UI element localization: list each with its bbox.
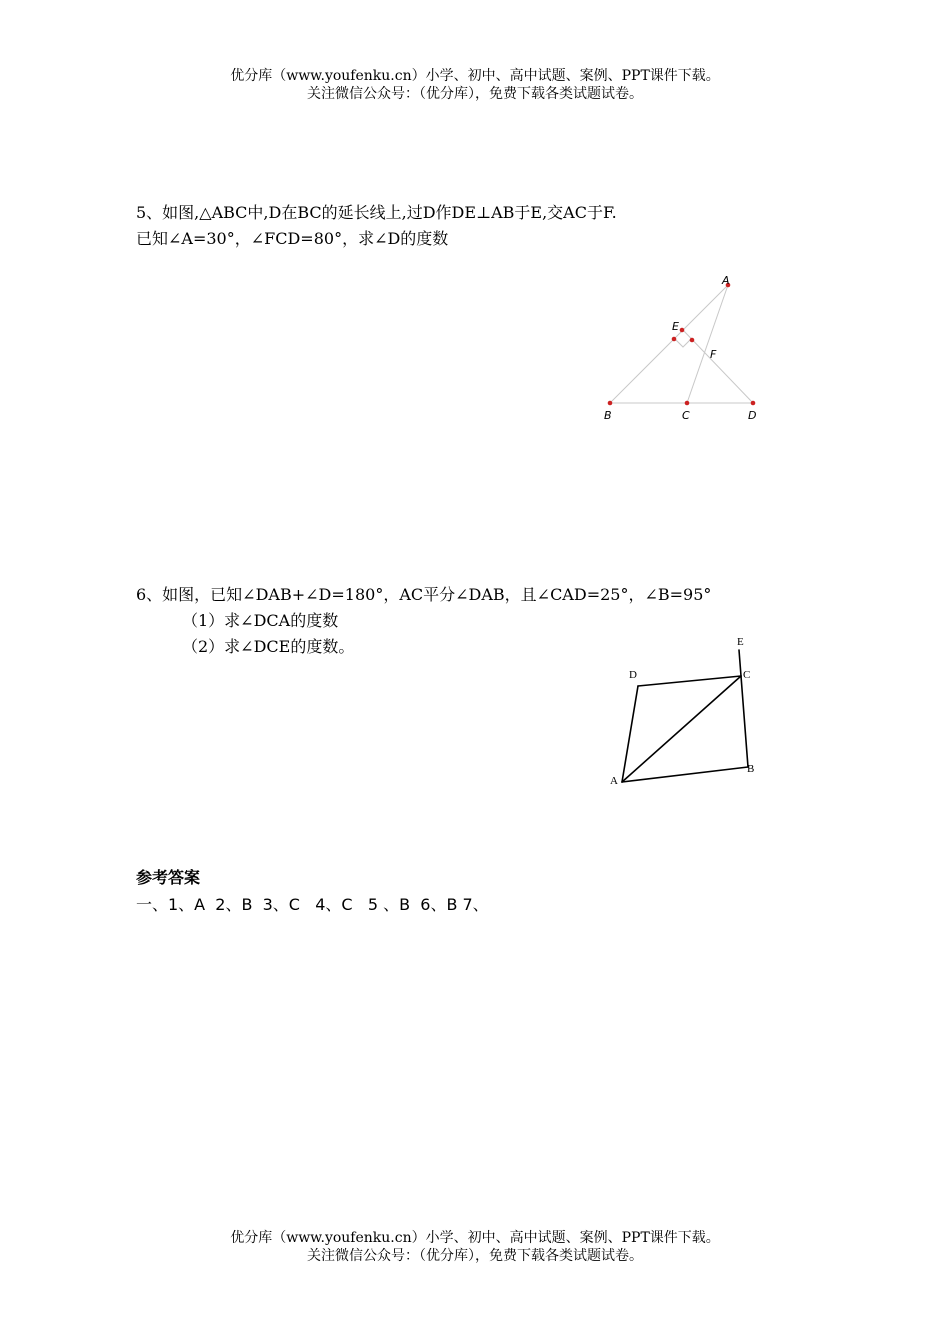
question-6-part-1: （1）求∠DCA的度数 — [182, 611, 339, 630]
label-c: C — [743, 669, 751, 681]
question-5-line-2: 已知∠A=30°，∠FCD=80°，求∠D的度数 — [136, 229, 449, 248]
segment-cb — [741, 676, 748, 767]
segment-ab — [622, 767, 748, 782]
segment-ce — [739, 650, 741, 676]
header-line-1: 优分库（www.youfenku.cn）小学、初中、高中试题、案例、PPT课件下载。 — [230, 68, 720, 84]
point-b — [608, 401, 613, 406]
question-6-line-1: 6、如图，已知∠DAB+∠D=180°，AC平分∠DAB，且∠CAD=25°，∠B=95° — [136, 585, 712, 604]
label-e: E — [672, 320, 679, 333]
point-e-mark-left — [672, 337, 677, 342]
page-header — [0, 67, 950, 103]
label-c: C — [682, 409, 690, 422]
label-a: A — [610, 775, 618, 787]
question-5 — [136, 200, 617, 252]
point-c — [685, 401, 690, 406]
right-angle-mark — [674, 338, 692, 347]
label-b: B — [747, 763, 755, 775]
header-line-2: 关注微信公众号：（优分库），免费下载各类试题试卷。 — [307, 86, 643, 102]
page-footer — [0, 1229, 950, 1265]
footer-line-1: 优分库（www.youfenku.cn）小学、初中、高中试题、案例、PPT课件下载。 — [230, 1230, 720, 1246]
segment-dc — [638, 676, 741, 686]
question-5-line-1: 5、如图,△ABC中,D在BC的延长线上,过D作DE⊥AB于E,交AC于F. — [136, 203, 617, 222]
label-f: F — [710, 348, 717, 361]
segment-ac — [622, 676, 741, 782]
label-b: B — [604, 409, 612, 422]
label-e: E — [737, 636, 744, 648]
question-6-part-2: （2）求∠DCE的度数。 — [182, 637, 355, 656]
answers-title: 参考答案 — [136, 868, 201, 887]
triangle-figure-q5 — [596, 270, 766, 430]
label-a: A — [722, 274, 730, 287]
point-e — [680, 328, 685, 333]
footer-line-2: 关注微信公众号：（优分库），免费下载各类试题试卷。 — [307, 1248, 643, 1264]
segment-ad — [622, 686, 638, 782]
answers-section — [136, 864, 489, 918]
label-d: D — [629, 669, 637, 681]
segment-ab — [610, 285, 728, 403]
point-e-mark-right — [690, 338, 695, 343]
answers-line-1: 一、1、A 2、B 3、C 4、C 5 、B 6、B 7、 — [136, 895, 489, 914]
quadrilateral-figure-q6 — [600, 630, 770, 795]
segment-ac — [687, 285, 728, 403]
point-d — [751, 401, 756, 406]
label-d: D — [748, 409, 757, 422]
